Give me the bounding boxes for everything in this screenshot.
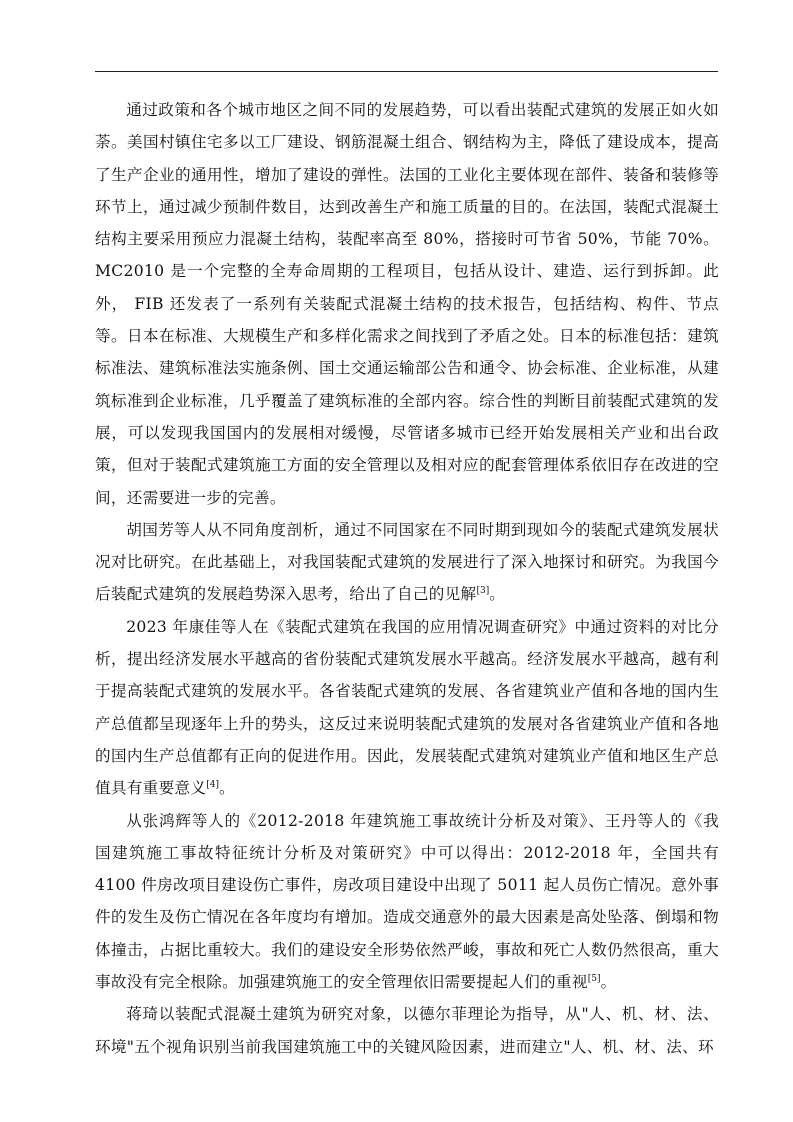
paragraph-text: 从张鸿辉等人的《2012-2018 年建筑施工事故统计分析及对策》、王丹等人的《我国建筑施工事故特征统计分析及对策研究》中可以得出：2012-2018 年，全国共有 4100 件房改项目建设伤亡事件，房改项目建设中出现了 5011 起人员伤亡情况。意外事件的发生及伤亡情况在各年度均有增加。造成交通意外的最大因素是高处坠落、倒塌和物体撞击，占据比重较大。我们的建设安全形势依然严峻，事故和死亡人数仍然很高，重大事故没有完全根除。加强建筑施工的安全管理依旧需要提起人们的重视 bbox=[95, 811, 719, 992]
paragraph-text: 蒋琦以装配式混凝土建筑为研究对象，以德尔菲理论为指导，从"人、机、材、法、环境"五个视角识别当前我国建筑施工中的关键风险因素，进而建立"人、机、材、法、环 bbox=[95, 1005, 719, 1056]
header-rule bbox=[95, 71, 718, 72]
paragraph-tail: 。 bbox=[219, 779, 235, 798]
paragraph-5 bbox=[95, 998, 719, 1063]
paragraph-text: 胡国芳等人从不同角度剖析，通过不同国家在不同时期到现如今的装配式建筑发展状况对比研究。在此基础上，对我国装配式建筑的发展进行了深入地探讨和研究。为我国今后装配式建筑的发展趋势深入思考，给出了自己的见解 bbox=[95, 520, 719, 604]
citation-5[interactable]: [5] bbox=[587, 974, 601, 985]
paragraph-2 bbox=[95, 514, 719, 611]
paragraph-text: 通过政策和各个城市地区之间不同的发展趋势，可以看出装配式建筑的发展正如火如荼。美国村镇住宅多以工厂建设、钢筋混凝土组合、钢结构为主，降低了建设成本，提高了生产企业的通用性，增加了建设的弹性。法国的工业化主要体现在部件、装备和装修等环节上，通过减少预制件数目，达到改善生产和施工质量的目的。在法国，装配式混凝土结构主要采用预应力混凝土结构，装配率高至 80%，搭接时可节省 50%，节能 70%。MC2010 是一个完整的全寿命周期的工程项目，包括从设计、建造、运行到拆卸。此外， FIB 还发表了一系列有关装配式混凝土结构的技术报告，包括结构、构件、节点等。日本在标准、大规模生产和多样化需求之间找到了矛盾之处。日本的标准包括：建筑标准法、建筑标准法实施条例、国土交通运输部公告和通令、协会标准、企业标准，从建筑标准到企业标准，几乎覆盖了建筑标准的全部内容。综合性的判断目前装配式建筑的发展，可以发现我国国内的发展相对缓慢，尽管诸多城市已经开始发展相关产业和出台政策，但对于装配式建筑施工方面的安全管理以及相对应的配套管理体系依旧存在改进的空间，还需要进一步的完善。 bbox=[95, 101, 719, 507]
paragraph-text: 2023 年康佳等人在《装配式建筑在我国的应用情况调查研究》中通过资料的对比分析，提出经济发展水平越高的省份装配式建筑发展水平越高。经济发展水平越高，越有利于提高装配式建筑的发展水平。各省装配式建筑的发展、各省建筑业产值和各地的国内生产总值都呈现逐年上升的势头，这反过来说明装配式建筑的发展对各省建筑业产值和各地的国内生产总值都有正向的促进作用。因此，发展装配式建筑对建筑业产值和地区生产总值具有重要意义 bbox=[95, 617, 719, 798]
citation-4[interactable]: [4] bbox=[206, 780, 220, 791]
paragraph-tail: 。 bbox=[489, 585, 506, 604]
body-text bbox=[95, 94, 719, 1063]
paragraph-tail: 。 bbox=[600, 973, 617, 992]
paragraph-4 bbox=[95, 805, 719, 999]
paragraph-1 bbox=[95, 94, 719, 514]
citation-3[interactable]: [3] bbox=[476, 586, 490, 597]
paragraph-3 bbox=[95, 611, 719, 805]
